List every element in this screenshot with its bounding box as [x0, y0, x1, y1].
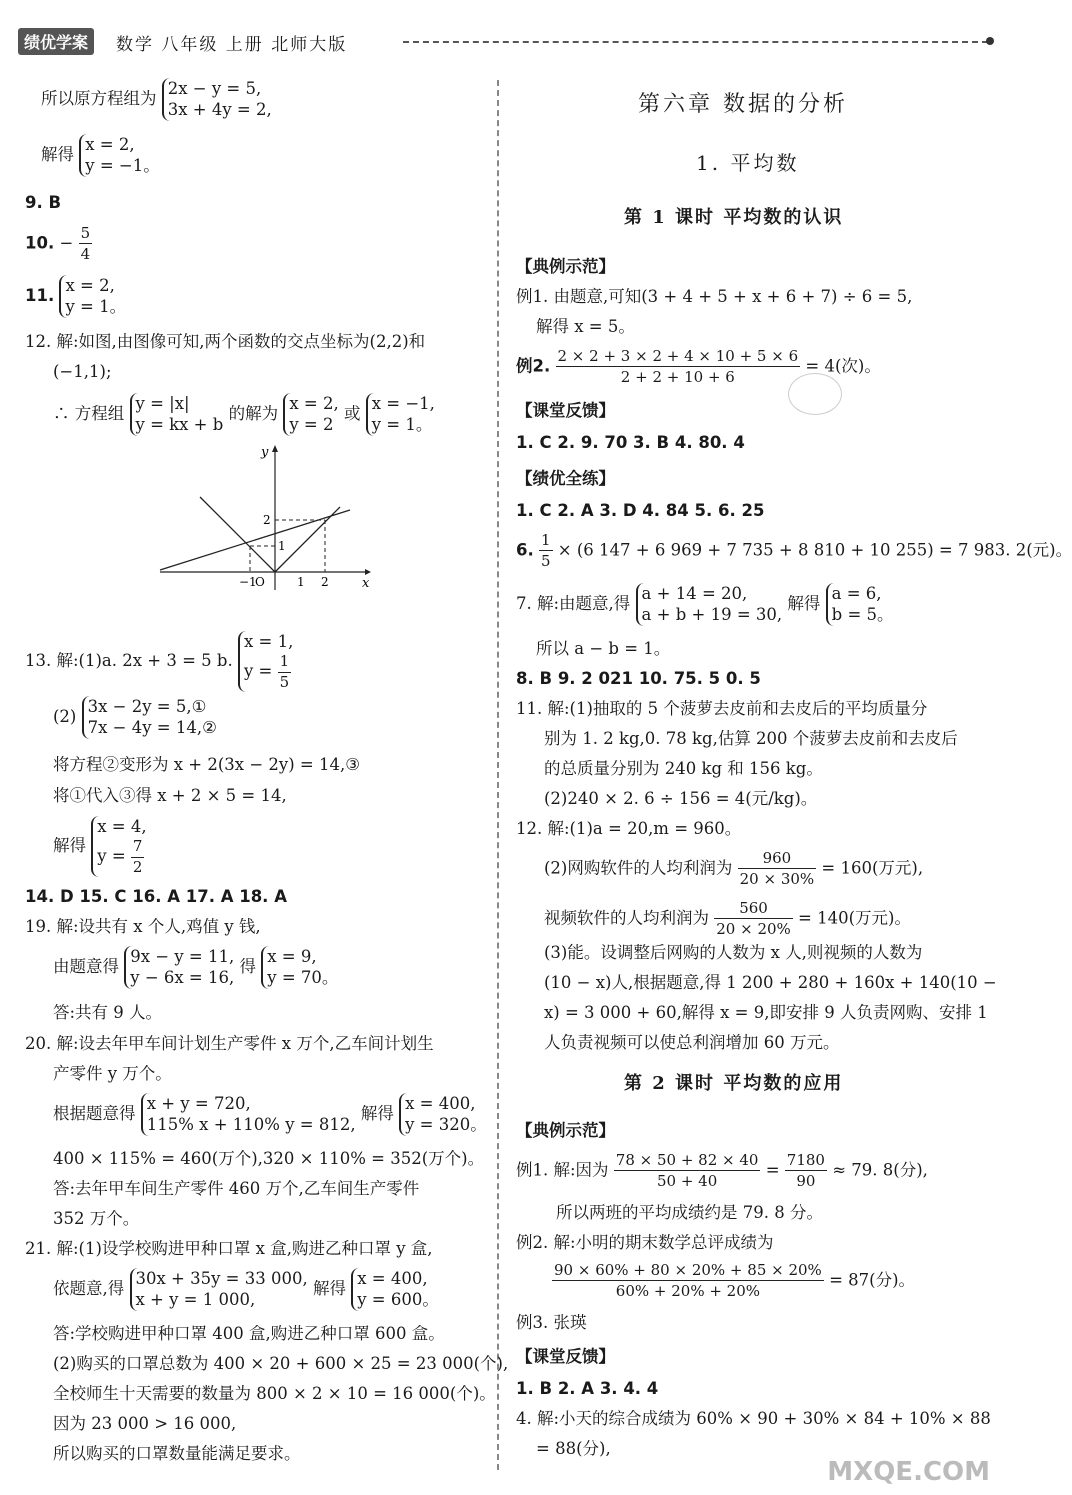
- text: 解得: [41, 144, 74, 164]
- section-tag: 【典例示范】: [516, 1121, 615, 1140]
- eq: y =: [243, 661, 273, 681]
- num: 1: [278, 652, 292, 673]
- page-header: [18, 28, 978, 54]
- abs-left-line: [200, 497, 275, 572]
- eq: 115% x + 110% y = 812,: [146, 1115, 356, 1135]
- line: [53, 393, 435, 436]
- den: 2 + 2 + 10 + 6: [620, 368, 735, 387]
- line: [53, 696, 217, 739]
- header-subject: 数学 八年级 上册 北师大版: [116, 35, 348, 55]
- text: 7. 解:由题意,得: [516, 593, 631, 613]
- line: [53, 946, 338, 989]
- x-axis-arrow: [365, 569, 371, 575]
- text: ∴ 方程组: [53, 403, 125, 423]
- equation-system: [91, 816, 146, 877]
- fraction: [278, 652, 292, 692]
- series-badge: 绩优学案: [18, 28, 94, 55]
- line: 因为 23 000 > 16 000,: [53, 1414, 237, 1433]
- line: (10 − x)人,根据题意,得 1 200 + 280 + 160x + 140(10 −: [544, 973, 997, 992]
- equation-system: [351, 1268, 439, 1311]
- text: 解得: [360, 1103, 394, 1123]
- equation-system: [238, 631, 293, 692]
- line: [25, 631, 293, 692]
- num: 1: [539, 530, 553, 551]
- line: 答:去年甲车间生产零件 460 万个,乙车间生产零件: [53, 1179, 420, 1198]
- eq: x = 2,: [289, 394, 339, 413]
- text: 视频软件的人均利润为: [544, 908, 709, 928]
- line: [516, 583, 894, 626]
- answers: 8. B 9. 2 021 10. 75. 5 0. 5: [516, 669, 761, 688]
- line: 解得 x = 5。: [536, 317, 635, 336]
- line: 20. 解:设去年甲车间计划生产零件 x 万个,乙车间计划生: [25, 1034, 434, 1053]
- text: 解得: [312, 1278, 346, 1298]
- fraction: [552, 1260, 824, 1302]
- eq: 30x + 35y = 33 000,: [135, 1269, 308, 1288]
- lesson-title: 第 2 课时 平均数的应用: [624, 1073, 844, 1094]
- origin-label: O: [255, 575, 265, 589]
- fraction: [614, 1150, 761, 1192]
- num: 10.: [25, 233, 55, 253]
- fraction: [539, 530, 553, 572]
- line: 的总质量分别为 240 kg 和 156 kg。: [544, 759, 823, 778]
- tick-label: 2: [263, 513, 271, 527]
- eq: a + b + 19 = 30,: [641, 605, 783, 625]
- line: 所以 a − b = 1。: [536, 639, 671, 658]
- text: =: [765, 1160, 780, 1180]
- section-tag: 【课堂反馈】: [516, 1347, 615, 1366]
- eq: 2x − y = 5,: [167, 79, 262, 98]
- text: 依题意,得: [53, 1278, 125, 1298]
- equation-system: [283, 393, 338, 436]
- text: 6.: [516, 540, 534, 560]
- equation-system: [399, 1093, 487, 1136]
- eq: x = 2,: [65, 276, 115, 295]
- fraction: [714, 898, 793, 940]
- line: [53, 816, 147, 877]
- eq: b = 5。: [831, 605, 894, 625]
- line: 产零件 y 万个。: [53, 1064, 172, 1083]
- eq: a = 6,: [831, 584, 882, 603]
- eq: x = 2,: [85, 135, 135, 154]
- den: 5: [279, 672, 290, 691]
- num: 11.: [25, 285, 55, 305]
- section-title: 1. 平均数: [696, 151, 800, 175]
- fraction: [556, 346, 801, 388]
- header-rule: [403, 41, 988, 43]
- answer-11: [25, 275, 126, 318]
- answers: 1. C 2. A 3. D 4. 84 5. 6. 25: [516, 501, 765, 520]
- answers-14-18: 14. D 15. C 16. A 17. A 18. A: [25, 887, 287, 906]
- eq: x = 1,: [243, 632, 294, 651]
- function-graph: [155, 442, 375, 592]
- eq: y = |x|: [135, 394, 190, 413]
- kx-b-line: [160, 510, 350, 570]
- fraction: [738, 848, 817, 890]
- eq: 3x + 4y = 2,: [167, 100, 272, 120]
- text: 例2.: [516, 356, 551, 376]
- equation-system: [130, 393, 224, 436]
- minus: −: [59, 233, 74, 253]
- eq: x = 9,: [267, 947, 317, 966]
- line: (3)能。设调整后网购的人数为 x 人,则视频的人数为: [544, 943, 923, 962]
- eq: x = 400,: [405, 1094, 476, 1113]
- eq: 3x − 2y = 5,①: [87, 697, 207, 716]
- eq: y = 1。: [371, 415, 433, 435]
- equation-system: [636, 583, 783, 626]
- line: [544, 898, 911, 940]
- lesson-title: 第 1 课时 平均数的认识: [624, 207, 844, 228]
- line: (−1,1);: [53, 362, 112, 381]
- line: 例3. 张瑛: [516, 1313, 587, 1332]
- line: 21. 解:(1)设学校购进甲种口罩 x 盒,购进乙种口罩 y 盒,: [25, 1239, 433, 1258]
- stamp-image: [788, 373, 842, 415]
- eq: x = 400,: [357, 1269, 428, 1288]
- eq: y − 6x = 16,: [130, 968, 235, 988]
- num: 5: [79, 223, 93, 244]
- line: [516, 530, 1072, 572]
- line: 人负责视频可以使总利润增加 60 万元。: [544, 1033, 840, 1052]
- header-dot: [986, 37, 994, 45]
- eq: 7x − 4y = 14,②: [87, 718, 217, 738]
- line: [41, 78, 272, 121]
- eq: y = kx + b: [135, 415, 224, 435]
- fraction: [131, 837, 145, 877]
- equation-system: [59, 275, 126, 318]
- text: 得: [239, 956, 256, 976]
- chapter-title: 第六章 数据的分析: [638, 92, 848, 117]
- text: (2)网购软件的人均利润为: [544, 858, 733, 878]
- line: [516, 1150, 928, 1192]
- den: 20 × 30%: [739, 870, 815, 889]
- fraction: [785, 1150, 827, 1192]
- den: 2: [132, 857, 143, 876]
- den: 90: [796, 1172, 816, 1191]
- answer-10: [25, 223, 92, 265]
- num: 560: [714, 898, 793, 919]
- eq: y = 320。: [405, 1115, 487, 1135]
- text: (2): [53, 706, 77, 726]
- num: 78 × 50 + 82 × 40: [614, 1150, 761, 1171]
- line: (2)购买的口罩总数为 400 × 20 + 600 × 25 = 23 000(个),: [53, 1354, 509, 1373]
- line: 352 万个。: [53, 1209, 140, 1228]
- text: 由题意得: [53, 956, 119, 976]
- line: 别为 1. 2 kg,0. 78 kg,估算 200 个菠萝去皮前和去皮后: [544, 729, 958, 748]
- section-tag: 【绩优全练】: [516, 469, 615, 488]
- equation-system: [79, 134, 159, 177]
- line: 例2. 解:小明的期末数学总评成绩为: [516, 1233, 774, 1252]
- equation-system: [130, 1268, 308, 1311]
- equation-system: [82, 696, 217, 739]
- equation-system: [261, 946, 338, 989]
- line: 19. 解:设共有 x 个人,鸡值 y 钱,: [25, 917, 261, 936]
- eq: x + y = 1 000,: [135, 1290, 256, 1310]
- eq: y = 2: [289, 415, 334, 435]
- eq: x = −1,: [371, 394, 435, 413]
- eq: y = −1。: [85, 156, 160, 176]
- line: 4. 解:小天的综合成绩为 60% × 90 + 30% × 84 + 10% × 88: [516, 1409, 991, 1428]
- line: x) = 3 000 + 60,解得 x = 9,即安排 9 人负责网购、安排 1: [544, 1003, 988, 1022]
- column-divider: [497, 80, 499, 1470]
- fraction: [79, 223, 93, 265]
- line: 答:学校购进甲种口罩 400 盒,购进乙种口罩 600 盒。: [53, 1324, 445, 1343]
- line: [544, 848, 923, 890]
- line: 将方程②变形为 x + 2(3x − 2y) = 14,③: [53, 755, 361, 774]
- line: [53, 1093, 487, 1136]
- text: = 140(万元)。: [798, 908, 911, 928]
- tick-label: 1: [278, 539, 286, 553]
- den: 60% + 20% + 20%: [615, 1282, 761, 1301]
- eq: y = 600。: [357, 1290, 439, 1310]
- line: 12. 解:(1)a = 20,m = 960。: [516, 819, 742, 838]
- line: [552, 1260, 915, 1302]
- text: 所以原方程组为: [41, 88, 157, 108]
- num: 2 × 2 + 3 × 2 + 4 × 10 + 5 × 6: [556, 346, 801, 367]
- line: 所以两班的平均成绩约是 79. 8 分。: [556, 1203, 823, 1222]
- line: 答:共有 9 人。: [53, 1003, 163, 1022]
- eq: a + 14 = 20,: [641, 584, 748, 603]
- eq: x + y = 720,: [146, 1094, 251, 1113]
- line: (2)240 × 2. 6 ÷ 156 = 4(元/kg)。: [544, 789, 818, 808]
- num: 7: [131, 837, 145, 858]
- tick-label: −1: [239, 575, 257, 589]
- text: × (6 147 + 6 969 + 7 735 + 8 810 + 10 255) = 7 983. 2(元)。: [557, 540, 1072, 560]
- den: 20 × 20%: [716, 920, 791, 939]
- answers: 1. B 2. A 3. 4. 4: [516, 1379, 659, 1398]
- text: ≈ 79. 8(分),: [832, 1160, 928, 1180]
- equation-system: [141, 1093, 356, 1136]
- text: 13. 解:(1)a. 2x + 3 = 5 b.: [25, 651, 233, 671]
- text: 解得: [787, 593, 821, 613]
- line: 12. 解:如图,由图像可知,两个函数的交点坐标为(2,2)和: [25, 332, 426, 351]
- x-label: x: [362, 576, 370, 591]
- equation-system: [826, 583, 894, 626]
- den: 5: [541, 552, 551, 571]
- num: 7180: [785, 1150, 827, 1171]
- text: = 87(分)。: [829, 1270, 916, 1290]
- watermark: MXQE.COM: [827, 1457, 990, 1487]
- line: 全校师生十天需要的数量为 800 × 2 × 10 = 16 000(个)。: [53, 1384, 496, 1403]
- line: 11. 解:(1)抽取的 5 个菠萝去皮前和去皮后的平均质量分: [516, 699, 928, 718]
- eq: x = 4,: [97, 817, 147, 836]
- line: 所以购买的口罩数量能满足要求。: [53, 1444, 301, 1463]
- line: 例1. 由题意,可知(3 + 4 + 5 + x + 6 + 7) ÷ 6 = 5,: [516, 287, 913, 306]
- equation-system: [366, 393, 435, 436]
- text: 例1. 解:因为: [516, 1160, 609, 1180]
- tick-label: 2: [321, 575, 329, 589]
- y-label: y: [261, 445, 269, 460]
- answers: 1. C 2. 9. 70 3. B 4. 80. 4: [516, 433, 745, 452]
- text: = 160(万元),: [821, 858, 924, 878]
- num: 960: [738, 848, 817, 869]
- eq: y = 70。: [267, 968, 339, 988]
- line: = 88(分),: [536, 1439, 611, 1458]
- eq: y = 1。: [65, 297, 127, 317]
- line: 400 × 115% = 460(万个),320 × 110% = 352(万个)。: [53, 1149, 485, 1168]
- answer-9: 9. B: [25, 193, 62, 212]
- equation-system: [124, 946, 234, 989]
- num: 90 × 60% + 80 × 20% + 85 × 20%: [552, 1260, 824, 1281]
- den: 4: [80, 245, 91, 264]
- text: 根据题意得: [53, 1103, 136, 1123]
- eq: y =: [97, 846, 126, 866]
- text: 或: [343, 403, 361, 423]
- line: 将①代入③得 x + 2 × 5 = 14,: [53, 786, 287, 805]
- line: [53, 1268, 439, 1311]
- den: 50 + 40: [656, 1172, 718, 1191]
- y-axis-arrow: [272, 445, 278, 452]
- tick-label: 1: [297, 575, 305, 589]
- text: = 4(次)。: [805, 356, 881, 376]
- eq: 9x − y = 11,: [130, 947, 235, 966]
- line: [41, 134, 160, 177]
- section-tag: 【课堂反馈】: [516, 401, 615, 420]
- text: 的解为: [228, 403, 279, 423]
- section-tag: 【典例示范】: [516, 257, 615, 276]
- text: 解得: [53, 836, 86, 856]
- equation-system: [162, 78, 272, 121]
